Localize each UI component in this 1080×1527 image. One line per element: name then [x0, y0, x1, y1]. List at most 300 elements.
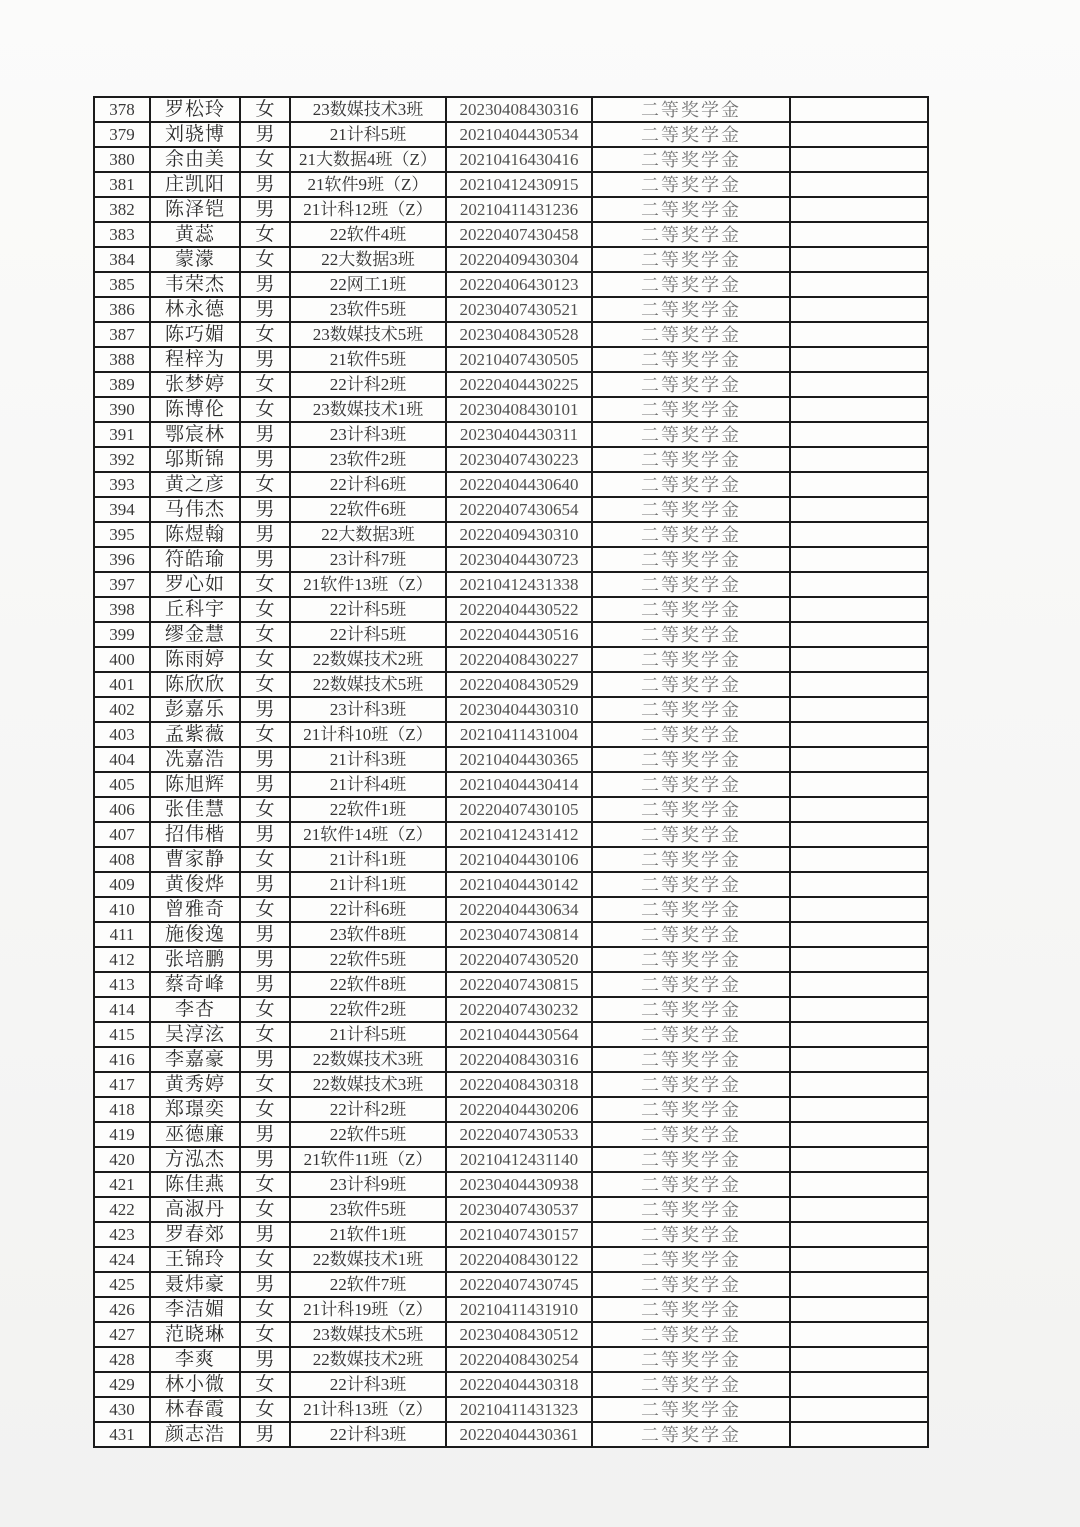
scholarship-table: [93, 96, 929, 1448]
award-cell: 二等奖学金: [592, 647, 790, 672]
award-cell: 二等奖学金: [592, 1322, 790, 1347]
row-number-cell: 386: [94, 297, 150, 322]
notes-cell: [790, 172, 928, 197]
name-cell: 黄之彦: [150, 472, 240, 497]
notes-cell: [790, 772, 928, 797]
name-cell: 陈旭辉: [150, 772, 240, 797]
name-cell: 陈佳燕: [150, 1172, 240, 1197]
gender-cell: 男: [240, 1222, 290, 1247]
name-cell: 陈欣欣: [150, 672, 240, 697]
student-id-cell: 20210411431910: [446, 1297, 592, 1322]
row-number-cell: 401: [94, 672, 150, 697]
notes-cell: [790, 1222, 928, 1247]
name-cell: 张梦婷: [150, 372, 240, 397]
name-cell: 颜志浩: [150, 1422, 240, 1447]
gender-cell: 女: [240, 1372, 290, 1397]
name-cell: 李杏: [150, 997, 240, 1022]
award-cell: 二等奖学金: [592, 897, 790, 922]
name-cell: 韦荣杰: [150, 272, 240, 297]
student-id-cell: 20230404430723: [446, 547, 592, 572]
class-cell: 22大数据3班: [290, 247, 446, 272]
student-id-cell: 20230407430814: [446, 922, 592, 947]
award-cell: 二等奖学金: [592, 1397, 790, 1422]
gender-cell: 男: [240, 922, 290, 947]
class-cell: 22软件2班: [290, 997, 446, 1022]
row-number-cell: 428: [94, 1347, 150, 1372]
row-number-cell: 424: [94, 1247, 150, 1272]
name-cell: 林永德: [150, 297, 240, 322]
notes-cell: [790, 997, 928, 1022]
table-row: [94, 97, 928, 122]
gender-cell: 男: [240, 697, 290, 722]
row-number-cell: 405: [94, 772, 150, 797]
award-cell: 二等奖学金: [592, 1122, 790, 1147]
gender-cell: 女: [240, 397, 290, 422]
award-cell: 二等奖学金: [592, 1172, 790, 1197]
notes-cell: [790, 672, 928, 697]
gender-cell: 男: [240, 422, 290, 447]
notes-cell: [790, 1022, 928, 1047]
notes-cell: [790, 597, 928, 622]
award-cell: 二等奖学金: [592, 122, 790, 147]
student-id-cell: 20230404430310: [446, 697, 592, 722]
award-cell: 二等奖学金: [592, 947, 790, 972]
notes-cell: [790, 1097, 928, 1122]
class-cell: 23数媒技术3班: [290, 97, 446, 122]
row-number-cell: 402: [94, 697, 150, 722]
name-cell: 陈雨婷: [150, 647, 240, 672]
name-cell: 彭嘉乐: [150, 697, 240, 722]
award-cell: 二等奖学金: [592, 1197, 790, 1222]
gender-cell: 男: [240, 1272, 290, 1297]
award-cell: 二等奖学金: [592, 847, 790, 872]
class-cell: 21软件11班（Z）: [290, 1147, 446, 1172]
gender-cell: 女: [240, 1247, 290, 1272]
student-id-cell: 20230407430223: [446, 447, 592, 472]
award-cell: 二等奖学金: [592, 972, 790, 997]
student-id-cell: 20210411431004: [446, 722, 592, 747]
gender-cell: 女: [240, 372, 290, 397]
gender-cell: 女: [240, 572, 290, 597]
notes-cell: [790, 922, 928, 947]
student-id-cell: 20220407430520: [446, 947, 592, 972]
name-cell: 刘骁博: [150, 122, 240, 147]
gender-cell: 女: [240, 672, 290, 697]
row-number-cell: 413: [94, 972, 150, 997]
award-cell: 二等奖学金: [592, 1422, 790, 1447]
name-cell: 高淑丹: [150, 1197, 240, 1222]
class-cell: 23计科7班: [290, 547, 446, 572]
notes-cell: [790, 1247, 928, 1272]
notes-cell: [790, 147, 928, 172]
row-number-cell: 397: [94, 572, 150, 597]
name-cell: 冼嘉浩: [150, 747, 240, 772]
row-number-cell: 385: [94, 272, 150, 297]
table-row: [94, 797, 928, 822]
scholarship-table-body: [94, 97, 928, 1447]
notes-cell: [790, 497, 928, 522]
class-cell: 23计科3班: [290, 697, 446, 722]
table-row: [94, 422, 928, 447]
table-row: [94, 1122, 928, 1147]
student-id-cell: 20210412431338: [446, 572, 592, 597]
class-cell: 22数媒技术5班: [290, 672, 446, 697]
table-row: [94, 772, 928, 797]
student-id-cell: 20210404430142: [446, 872, 592, 897]
class-cell: 23计科3班: [290, 422, 446, 447]
student-id-cell: 20220407430105: [446, 797, 592, 822]
award-cell: 二等奖学金: [592, 147, 790, 172]
gender-cell: 女: [240, 997, 290, 1022]
class-cell: 22数媒技术2班: [290, 647, 446, 672]
row-number-cell: 383: [94, 222, 150, 247]
gender-cell: 女: [240, 722, 290, 747]
student-id-cell: 20230408430512: [446, 1322, 592, 1347]
name-cell: 蒙濛: [150, 247, 240, 272]
gender-cell: 女: [240, 647, 290, 672]
table-row: [94, 1272, 928, 1297]
notes-cell: [790, 272, 928, 297]
name-cell: 陈博伦: [150, 397, 240, 422]
gender-cell: 女: [240, 1322, 290, 1347]
class-cell: 22软件5班: [290, 947, 446, 972]
table-row: [94, 222, 928, 247]
row-number-cell: 389: [94, 372, 150, 397]
gender-cell: 女: [240, 897, 290, 922]
student-id-cell: 20220409430310: [446, 522, 592, 547]
table-row: [94, 547, 928, 572]
table-row: [94, 472, 928, 497]
row-number-cell: 400: [94, 647, 150, 672]
notes-cell: [790, 822, 928, 847]
name-cell: 陈煜翰: [150, 522, 240, 547]
gender-cell: 男: [240, 297, 290, 322]
class-cell: 21计科10班（Z）: [290, 722, 446, 747]
student-id-cell: 20210407430157: [446, 1222, 592, 1247]
student-id-cell: 20220404430522: [446, 597, 592, 622]
notes-cell: [790, 1372, 928, 1397]
class-cell: 23数媒技术5班: [290, 1322, 446, 1347]
class-cell: 22大数据3班: [290, 522, 446, 547]
table-row: [94, 1322, 928, 1347]
table-row: [94, 172, 928, 197]
gender-cell: 女: [240, 97, 290, 122]
table-row: [94, 1147, 928, 1172]
award-cell: 二等奖学金: [592, 447, 790, 472]
gender-cell: 女: [240, 322, 290, 347]
table-row: [94, 947, 928, 972]
class-cell: 23软件5班: [290, 1197, 446, 1222]
table-row: [94, 1197, 928, 1222]
name-cell: 黄秀婷: [150, 1072, 240, 1097]
gender-cell: 男: [240, 822, 290, 847]
notes-cell: [790, 1172, 928, 1197]
notes-cell: [790, 1297, 928, 1322]
class-cell: 22软件4班: [290, 222, 446, 247]
gender-cell: 女: [240, 472, 290, 497]
row-number-cell: 421: [94, 1172, 150, 1197]
notes-cell: [790, 297, 928, 322]
gender-cell: 男: [240, 1122, 290, 1147]
table-row: [94, 522, 928, 547]
award-cell: 二等奖学金: [592, 1247, 790, 1272]
table-row: [94, 322, 928, 347]
table-row: [94, 1072, 928, 1097]
class-cell: 22计科6班: [290, 472, 446, 497]
award-cell: 二等奖学金: [592, 347, 790, 372]
name-cell: 孟紫薇: [150, 722, 240, 747]
notes-cell: [790, 1072, 928, 1097]
gender-cell: 男: [240, 947, 290, 972]
class-cell: 22软件6班: [290, 497, 446, 522]
table-row: [94, 372, 928, 397]
table-row: [94, 122, 928, 147]
row-number-cell: 422: [94, 1197, 150, 1222]
gender-cell: 女: [240, 247, 290, 272]
table-row: [94, 747, 928, 772]
award-cell: 二等奖学金: [592, 772, 790, 797]
notes-cell: [790, 972, 928, 997]
gender-cell: 男: [240, 972, 290, 997]
name-cell: 范晓琳: [150, 1322, 240, 1347]
row-number-cell: 391: [94, 422, 150, 447]
student-id-cell: 20230407430521: [446, 297, 592, 322]
class-cell: 22数媒技术1班: [290, 1247, 446, 1272]
class-cell: 21计科5班: [290, 1022, 446, 1047]
notes-cell: [790, 447, 928, 472]
notes-cell: [790, 847, 928, 872]
table-row: [94, 1047, 928, 1072]
student-id-cell: 20220407430654: [446, 497, 592, 522]
award-cell: 二等奖学金: [592, 622, 790, 647]
student-id-cell: 20210416430416: [446, 147, 592, 172]
row-number-cell: 412: [94, 947, 150, 972]
student-id-cell: 20230407430537: [446, 1197, 592, 1222]
class-cell: 21计科12班（Z）: [290, 197, 446, 222]
notes-cell: [790, 697, 928, 722]
row-number-cell: 406: [94, 797, 150, 822]
name-cell: 张佳慧: [150, 797, 240, 822]
table-row: [94, 897, 928, 922]
student-id-cell: 20210411431323: [446, 1397, 592, 1422]
row-number-cell: 426: [94, 1297, 150, 1322]
table-row: [94, 297, 928, 322]
gender-cell: 男: [240, 522, 290, 547]
name-cell: 丘科宇: [150, 597, 240, 622]
student-id-cell: 20220406430123: [446, 272, 592, 297]
class-cell: 23软件8班: [290, 922, 446, 947]
award-cell: 二等奖学金: [592, 1022, 790, 1047]
class-cell: 22计科2班: [290, 372, 446, 397]
row-number-cell: 409: [94, 872, 150, 897]
student-id-cell: 20220407430232: [446, 997, 592, 1022]
student-id-cell: 20210412431140: [446, 1147, 592, 1172]
notes-cell: [790, 1347, 928, 1372]
gender-cell: 男: [240, 1422, 290, 1447]
gender-cell: 女: [240, 797, 290, 822]
class-cell: 22数媒技术2班: [290, 1347, 446, 1372]
name-cell: 方泓杰: [150, 1147, 240, 1172]
row-number-cell: 378: [94, 97, 150, 122]
notes-cell: [790, 572, 928, 597]
row-number-cell: 379: [94, 122, 150, 147]
name-cell: 黄俊烨: [150, 872, 240, 897]
class-cell: 22计科5班: [290, 622, 446, 647]
notes-cell: [790, 422, 928, 447]
award-cell: 二等奖学金: [592, 597, 790, 622]
table-row: [94, 497, 928, 522]
row-number-cell: 431: [94, 1422, 150, 1447]
table-row: [94, 397, 928, 422]
notes-cell: [790, 1322, 928, 1347]
row-number-cell: 380: [94, 147, 150, 172]
notes-cell: [790, 747, 928, 772]
class-cell: 22计科3班: [290, 1422, 446, 1447]
table-row: [94, 1347, 928, 1372]
table-row: [94, 1372, 928, 1397]
class-cell: 22网工1班: [290, 272, 446, 297]
table-row: [94, 1297, 928, 1322]
award-cell: 二等奖学金: [592, 372, 790, 397]
notes-cell: [790, 522, 928, 547]
student-id-cell: 20220408430122: [446, 1247, 592, 1272]
student-id-cell: 20210404430106: [446, 847, 592, 872]
student-id-cell: 20220408430227: [446, 647, 592, 672]
notes-cell: [790, 122, 928, 147]
name-cell: 施俊逸: [150, 922, 240, 947]
row-number-cell: 381: [94, 172, 150, 197]
award-cell: 二等奖学金: [592, 1372, 790, 1397]
name-cell: 符皓瑜: [150, 547, 240, 572]
gender-cell: 男: [240, 447, 290, 472]
gender-cell: 男: [240, 497, 290, 522]
table-row: [94, 1422, 928, 1447]
gender-cell: 男: [240, 1047, 290, 1072]
row-number-cell: 398: [94, 597, 150, 622]
award-cell: 二等奖学金: [592, 397, 790, 422]
student-id-cell: 20220404430206: [446, 1097, 592, 1122]
name-cell: 陈巧媚: [150, 322, 240, 347]
student-id-cell: 20210404430534: [446, 122, 592, 147]
award-cell: 二等奖学金: [592, 172, 790, 197]
name-cell: 陈泽铠: [150, 197, 240, 222]
class-cell: 22软件7班: [290, 1272, 446, 1297]
row-number-cell: 417: [94, 1072, 150, 1097]
class-cell: 21计科13班（Z）: [290, 1397, 446, 1422]
notes-cell: [790, 347, 928, 372]
name-cell: 李洁媚: [150, 1297, 240, 1322]
award-cell: 二等奖学金: [592, 422, 790, 447]
award-cell: 二等奖学金: [592, 997, 790, 1022]
student-id-cell: 20210407430505: [446, 347, 592, 372]
award-cell: 二等奖学金: [592, 1347, 790, 1372]
gender-cell: 女: [240, 847, 290, 872]
gender-cell: 女: [240, 1022, 290, 1047]
name-cell: 黄蕊: [150, 222, 240, 247]
award-cell: 二等奖学金: [592, 1147, 790, 1172]
class-cell: 22软件5班: [290, 1122, 446, 1147]
row-number-cell: 414: [94, 997, 150, 1022]
table-row: [94, 572, 928, 597]
award-cell: 二等奖学金: [592, 872, 790, 897]
notes-cell: [790, 322, 928, 347]
gender-cell: 男: [240, 872, 290, 897]
class-cell: 21大数据4班（Z）: [290, 147, 446, 172]
table-row: [94, 447, 928, 472]
class-cell: 21软件14班（Z）: [290, 822, 446, 847]
class-cell: 22计科5班: [290, 597, 446, 622]
gender-cell: 男: [240, 122, 290, 147]
award-cell: 二等奖学金: [592, 222, 790, 247]
gender-cell: 女: [240, 1072, 290, 1097]
class-cell: 21计科1班: [290, 872, 446, 897]
notes-cell: [790, 247, 928, 272]
row-number-cell: 415: [94, 1022, 150, 1047]
row-number-cell: 427: [94, 1322, 150, 1347]
student-id-cell: 20220404430640: [446, 472, 592, 497]
student-id-cell: 20220404430318: [446, 1372, 592, 1397]
notes-cell: [790, 472, 928, 497]
class-cell: 23软件2班: [290, 447, 446, 472]
student-id-cell: 20220407430745: [446, 1272, 592, 1297]
student-id-cell: 20220404430516: [446, 622, 592, 647]
table-row: [94, 972, 928, 997]
notes-cell: [790, 1197, 928, 1222]
name-cell: 李爽: [150, 1347, 240, 1372]
award-cell: 二等奖学金: [592, 322, 790, 347]
row-number-cell: 423: [94, 1222, 150, 1247]
class-cell: 21软件5班: [290, 347, 446, 372]
row-number-cell: 411: [94, 922, 150, 947]
name-cell: 王锦玲: [150, 1247, 240, 1272]
class-cell: 21计科19班（Z）: [290, 1297, 446, 1322]
row-number-cell: 384: [94, 247, 150, 272]
class-cell: 22软件1班: [290, 797, 446, 822]
notes-cell: [790, 372, 928, 397]
name-cell: 曹家静: [150, 847, 240, 872]
row-number-cell: 403: [94, 722, 150, 747]
student-id-cell: 20220409430304: [446, 247, 592, 272]
table-row: [94, 597, 928, 622]
award-cell: 二等奖学金: [592, 797, 790, 822]
award-cell: 二等奖学金: [592, 197, 790, 222]
notes-cell: [790, 947, 928, 972]
table-row: [94, 1247, 928, 1272]
notes-cell: [790, 897, 928, 922]
student-id-cell: 20210404430365: [446, 747, 592, 772]
class-cell: 21软件9班（Z）: [290, 172, 446, 197]
table-row: [94, 1022, 928, 1047]
table-row: [94, 1222, 928, 1247]
gender-cell: 女: [240, 1197, 290, 1222]
row-number-cell: 388: [94, 347, 150, 372]
award-cell: 二等奖学金: [592, 572, 790, 597]
name-cell: 罗春郊: [150, 1222, 240, 1247]
name-cell: 林春霞: [150, 1397, 240, 1422]
row-number-cell: 419: [94, 1122, 150, 1147]
notes-cell: [790, 97, 928, 122]
row-number-cell: 425: [94, 1272, 150, 1297]
notes-cell: [790, 622, 928, 647]
gender-cell: 女: [240, 222, 290, 247]
gender-cell: 男: [240, 547, 290, 572]
award-cell: 二等奖学金: [592, 1072, 790, 1097]
award-cell: 二等奖学金: [592, 697, 790, 722]
gender-cell: 男: [240, 747, 290, 772]
gender-cell: 女: [240, 622, 290, 647]
table-row: [94, 722, 928, 747]
table-row: [94, 1397, 928, 1422]
